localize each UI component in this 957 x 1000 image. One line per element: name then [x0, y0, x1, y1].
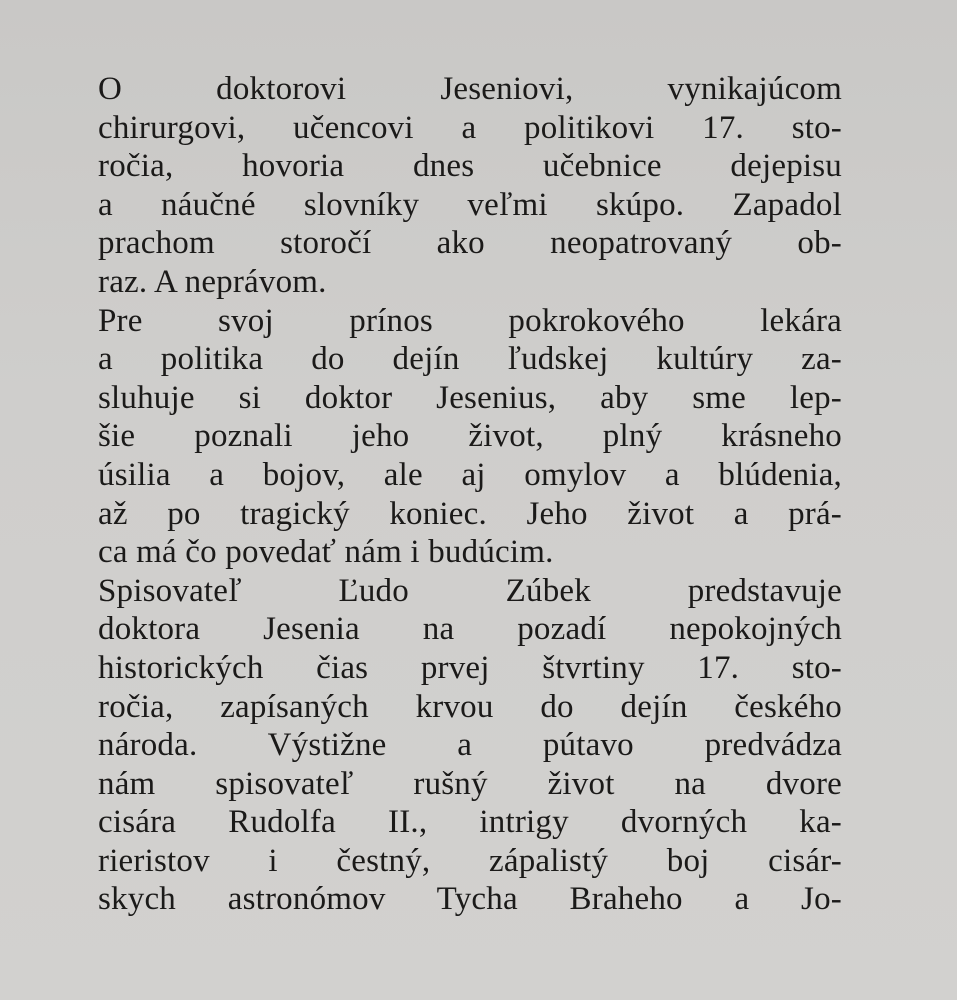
- line-text: národa. Výstižne a pútavo predvádza: [98, 727, 842, 764]
- text-line: [98, 70, 842, 109]
- line-text: prachom storočí ako neopatrovaný ob-: [98, 225, 842, 262]
- text-line: [98, 109, 842, 148]
- line-text: rieristov i čestný, zápalistý boj cisár-: [98, 842, 842, 879]
- text-line: [98, 302, 842, 341]
- text-line: [98, 726, 842, 765]
- line-text: ca má čo povedať nám i budúcim.: [98, 534, 554, 571]
- text-line: [98, 842, 842, 881]
- line-text: Pre svoj prínos pokrokového lekára: [98, 302, 842, 339]
- line-text: ročia, zapísaných krvou do dejín českého: [98, 688, 842, 725]
- line-text: Spisovateľ Ľudo Zúbek predstavuje: [98, 572, 842, 609]
- text-line: [98, 456, 842, 495]
- text-line: [98, 688, 842, 727]
- line-text: úsilia a bojov, ale aj omylov a blúdenia,: [98, 456, 842, 493]
- line-text: a náučné slovníky veľmi skúpo. Zapadol: [98, 186, 842, 223]
- paragraph-2: [98, 302, 842, 572]
- line-text: chirurgovi, učencovi a politikovi 17. sto-: [98, 109, 842, 146]
- text-line: [98, 379, 842, 418]
- text-line: [98, 803, 842, 842]
- text-line: [98, 417, 842, 456]
- text-line: [98, 147, 842, 186]
- text-line: [98, 533, 842, 572]
- line-text: až po tragický koniec. Jeho život a prá-: [98, 495, 842, 532]
- line-text: šie poznali jeho život, plný krásneho: [98, 418, 842, 455]
- text-line: [98, 610, 842, 649]
- text-line: [98, 572, 842, 611]
- text-line: [98, 880, 842, 919]
- text-line: [98, 224, 842, 263]
- line-text: raz. A neprávom.: [98, 263, 327, 300]
- text-line: [98, 495, 842, 534]
- line-text: cisára Rudolfa II., intrigy dvorných ka-: [98, 804, 842, 841]
- line-text: doktora Jesenia na pozadí nepokojných: [98, 611, 842, 648]
- paragraph-3: [98, 572, 842, 919]
- text-line: [98, 649, 842, 688]
- text-line: [98, 263, 842, 302]
- line-text: skych astronómov Tycha Braheho a Jo-: [98, 881, 842, 918]
- text-line: [98, 186, 842, 225]
- text-line: [98, 765, 842, 804]
- body-text: [98, 70, 842, 919]
- line-text: O doktorovi Jeseniovi, vynikajúcom: [98, 71, 842, 107]
- text-line: [98, 340, 842, 379]
- paragraph-1: [98, 70, 842, 302]
- line-text: a politika do dejín ľudskej kultúry za-: [98, 341, 842, 378]
- line-text: nám spisovateľ rušný život na dvore: [98, 765, 842, 802]
- line-text: sluhuje si doktor Jesenius, aby sme lep-: [98, 379, 842, 416]
- line-text: historických čias prvej štvrtiny 17. sto-: [98, 649, 842, 686]
- line-text: ročia, hovoria dnes učebnice dejepisu: [98, 148, 842, 185]
